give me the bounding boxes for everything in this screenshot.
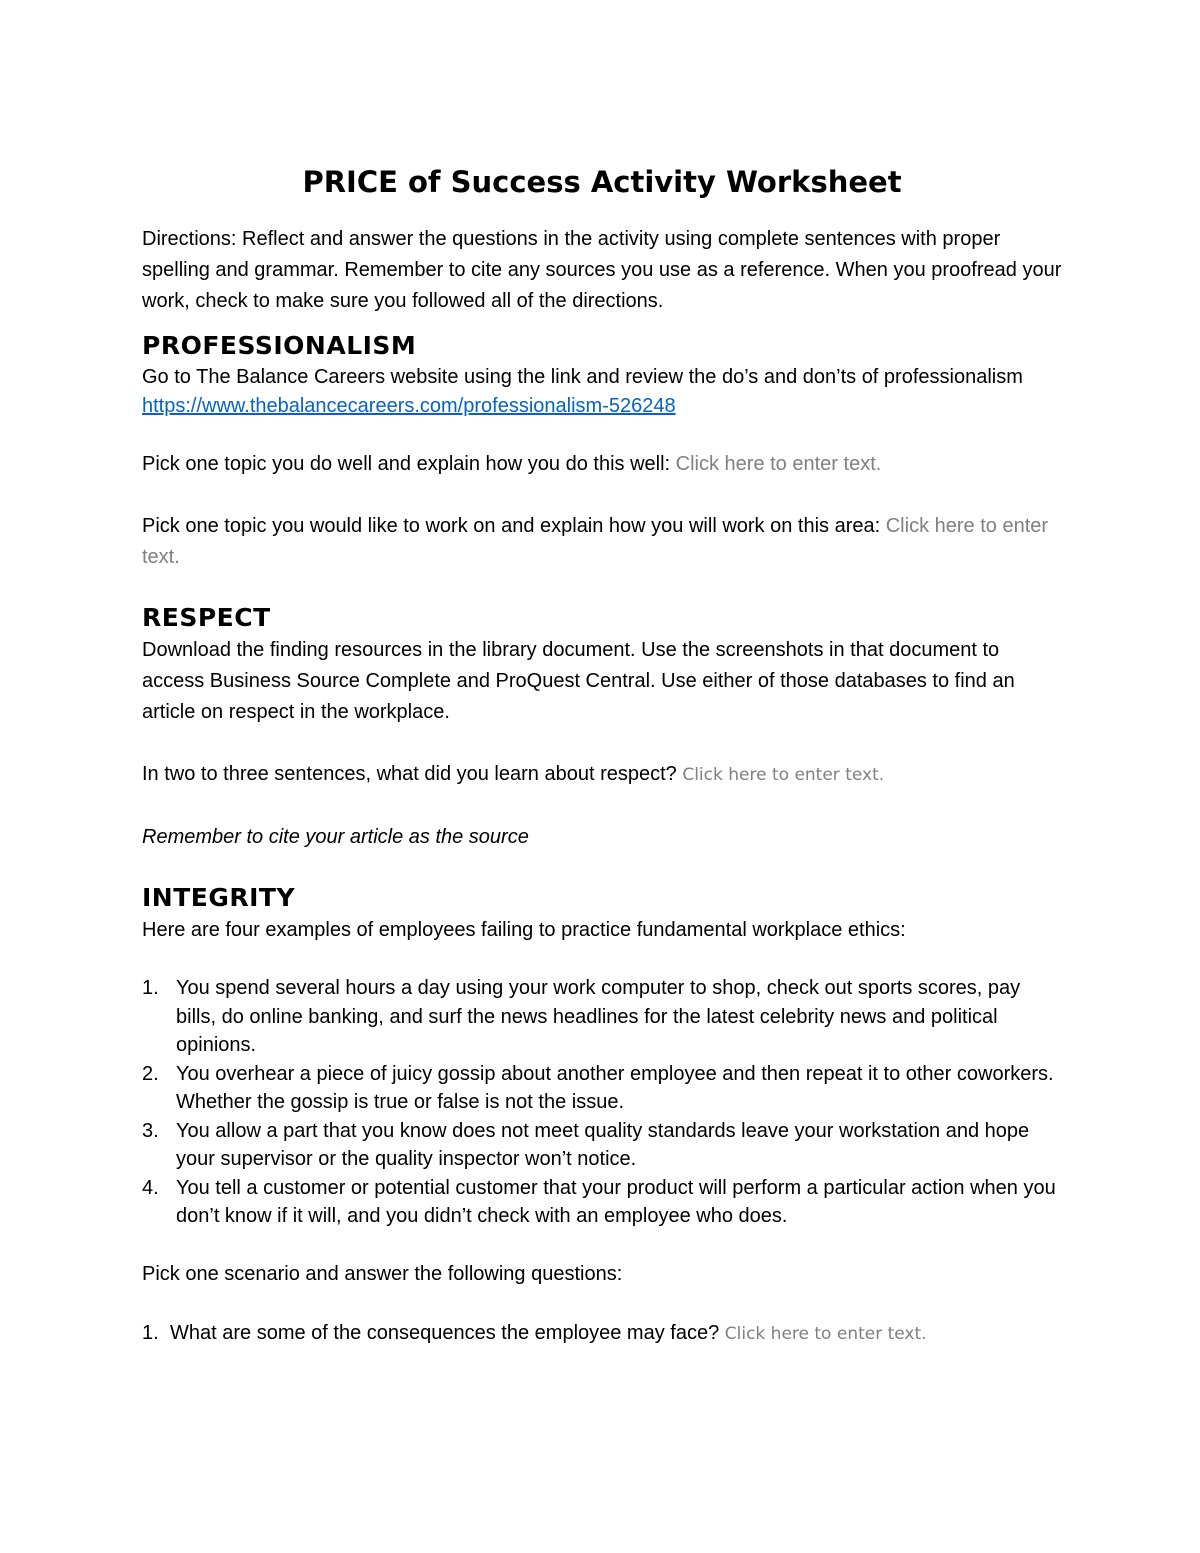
list-item-number: 3.	[142, 1119, 159, 1142]
list-item-text: You allow a part that you know does not meet quality standards leave your workstation and hope your supervisor or the quality inspector won’t notice.	[176, 1119, 1030, 1170]
professionalism-question-1	[142, 449, 1062, 480]
page-title: PRICE of Success Activity Worksheet	[302, 165, 902, 199]
professionalism-q2-prompt: Pick one topic you would like to work on and explain how you will work on this area:	[142, 515, 886, 537]
integrity-q1-number: 1.	[142, 1321, 159, 1344]
section-heading-respect: RESPECT	[142, 603, 271, 632]
list-item-text: You tell a customer or potential customer that your product will perform a particular action when you don’t know if it will, and you didn’t check with an employee who does.	[176, 1176, 1056, 1227]
integrity-question-1	[142, 1318, 1062, 1350]
list-item-number: 1.	[142, 977, 159, 999]
respect-q1-input[interactable]: Click here to enter text.	[682, 765, 885, 785]
list-item-number: 4.	[142, 1176, 159, 1199]
professionalism-q1-prompt: Pick one topic you do well and explain how you do this well:	[142, 453, 676, 475]
integrity-examples-list	[142, 974, 1062, 1231]
integrity-intro: Here are four examples of employees failing to practice fundamental workplace ethics:	[142, 919, 906, 941]
list-item	[142, 974, 1062, 1060]
document-body	[142, 160, 1062, 1350]
professionalism-q1-input[interactable]: Click here to enter text.	[675, 453, 882, 475]
integrity-q1-prompt: What are some of the consequences the employee may face?	[170, 1321, 725, 1344]
list-item-number: 2.	[142, 1062, 159, 1085]
integrity-scenario-prompt: Pick one scenario and answer the following questions:	[142, 1262, 623, 1285]
professionalism-q2-input[interactable]: Click here to enter text.	[142, 515, 1049, 568]
respect-intro: Download the finding resources in the library document. Use the screenshots in that document to access Business Source Complete and ProQuest Central. Use either of those databases to find an article on respect in the workplace.	[142, 639, 1015, 723]
list-item	[142, 1117, 1062, 1174]
balance-careers-link[interactable]: https://www.thebalancecareers.com/professionalism-526248	[142, 395, 676, 417]
section-heading-professionalism: PROFESSIONALISM	[142, 331, 417, 360]
respect-q1-prompt: In two to three sentences, what did you learn about respect?	[142, 763, 683, 785]
list-item-text: You spend several hours a day using your work computer to shop, check out sports scores, pay bills, do online banking, and surf the news headlines for the latest celebrity news and political opinions.	[176, 977, 1021, 1056]
directions-paragraph: Directions: Reflect and answer the questions in the activity using complete sentences with proper spelling and grammar. Remember to cite any sources you use as a reference. When you proofread your work, check to make sure you followed all of the directions.	[142, 228, 1062, 312]
respect-question-1	[142, 759, 1062, 791]
list-item	[142, 1060, 1062, 1117]
respect-cite-note: Remember to cite your article as the source	[142, 826, 529, 848]
professionalism-question-2	[142, 511, 1062, 573]
list-item-text: You overhear a piece of juicy gossip about another employee and then repeat it to other coworkers. Whether the gossip is true or false is not the issue.	[176, 1062, 1054, 1113]
integrity-q1-input[interactable]: Click here to enter text.	[724, 1323, 927, 1344]
professionalism-intro	[142, 363, 1062, 421]
list-item	[142, 1174, 1062, 1231]
professionalism-intro-text: Go to The Balance Careers website using the link and review the do’s and don’ts of professionalism	[142, 366, 1023, 388]
section-heading-integrity: INTEGRITY	[142, 883, 296, 912]
